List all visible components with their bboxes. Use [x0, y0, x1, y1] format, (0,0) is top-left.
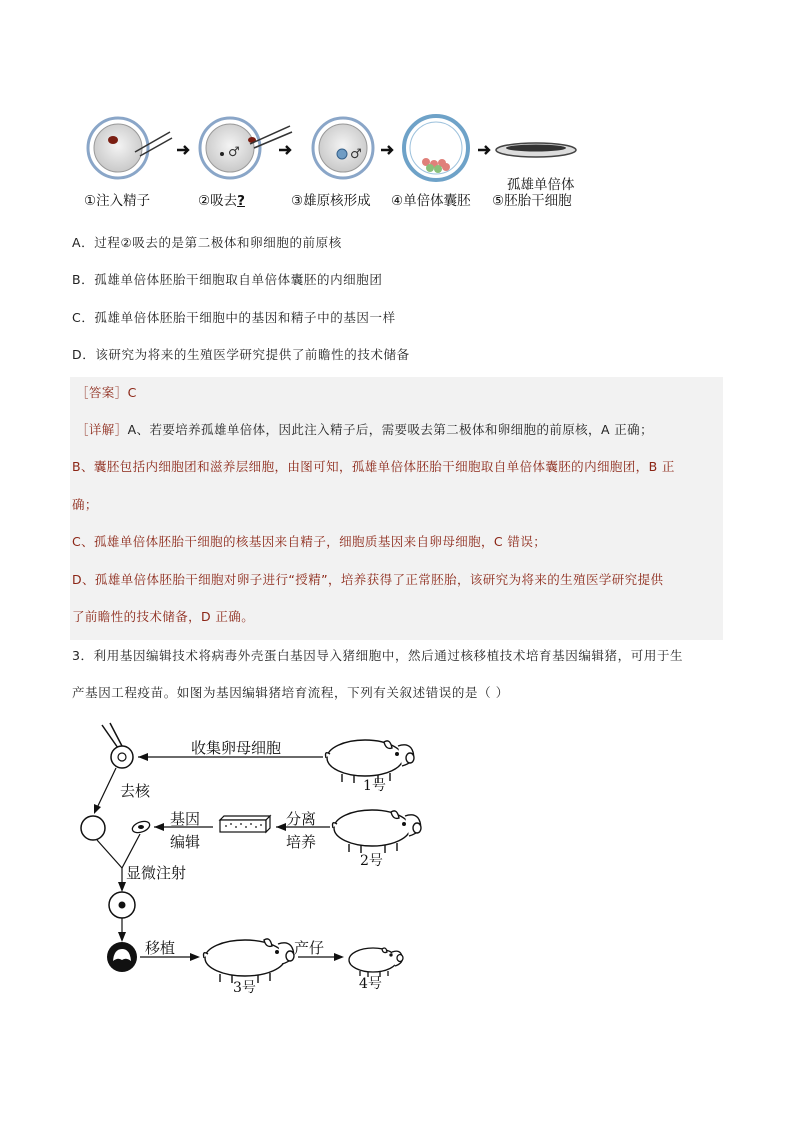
cell-culture-block-icon	[220, 816, 270, 832]
step3-caption: ③雄原核形成	[291, 193, 371, 209]
step4-caption: ④单倍体囊胚	[391, 193, 471, 209]
option-d: D．该研究为将来的生殖医学研究提供了前瞻性的技术储备	[72, 347, 410, 362]
answer-panel	[70, 377, 723, 640]
option-a: A．过程②吸去的是第二极体和卵细胞的前原核	[72, 235, 342, 250]
pig-breeding-diagram	[80, 720, 440, 1000]
edit-label: 编辑	[170, 833, 201, 851]
culture-label: 培养	[286, 833, 317, 851]
early-embryo-icon	[107, 942, 137, 972]
detail-text: A、若要培养孤雄单倍体，因此注入精子后，需要吸去第二极体和卵细胞的前原核，A 正确；	[127, 422, 653, 437]
answer-detail-line5: D、孤雄单倍体胚胎干细胞对卵子进行“授精”，培养获得了正常胚胎，该研究为将来的生殖医学研究提供	[72, 572, 664, 587]
answer-detail-line6: 了前瞻性的技术储备，D 正确。	[72, 609, 255, 624]
blastocyst-icon	[404, 116, 468, 180]
arrow-icon	[478, 146, 489, 154]
svg-text:♂: ♂	[350, 147, 362, 162]
detail-prefix: ［详解］	[76, 422, 128, 437]
egg-cell-3-icon	[313, 118, 373, 178]
step5-caption: ⑤胚胎干细胞	[492, 193, 572, 209]
culture-dish-icon	[496, 143, 576, 157]
question3-line1: 3．利用基因编辑技术将病毒外壳蛋白基因导入猪细胞中，然后通过核移植技术培育基因编辑猪，可用于生	[72, 648, 684, 663]
pig-1-number: 1号	[363, 778, 386, 794]
microinjection-label: 显微注射	[126, 864, 187, 882]
step2-label: ②吸去	[198, 193, 238, 209]
arrow-icon	[279, 146, 290, 154]
gene-editing-pig-figure	[80, 720, 440, 1000]
step5-caption-top: 孤雄单倍体	[507, 177, 575, 193]
enucleated-egg-icon	[81, 816, 105, 840]
egg-cell-2-icon	[200, 118, 292, 178]
answer-detail-line2: B、囊胚包括内细胞团和滋养层细胞，由图可知，孤雄单倍体胚胎干细胞取自单倍体囊胚的内细胞团，B 正	[72, 459, 675, 474]
svg-text:♂: ♂	[228, 145, 240, 160]
step2-caption	[198, 189, 245, 209]
transplant-label: 移植	[145, 939, 176, 957]
option-b: B．孤雄单倍体胚胎干细胞取自单倍体囊胚的内细胞团	[72, 272, 383, 287]
pig-2-number: 2号	[360, 853, 383, 869]
question3-line2: 产基因工程疫苗。如图为基因编辑猪培育流程，下列有关叙述错误的是（ ）	[72, 685, 509, 700]
donor-nucleus-icon	[131, 819, 151, 835]
answer-detail-line4: C、孤雄单倍体胚胎干细胞的核基因来自精子，细胞质基因来自卵母细胞，C 错误；	[72, 534, 547, 549]
pig-4-number: 4号	[359, 976, 382, 992]
answer-label: ［答案］C	[76, 385, 137, 400]
answer-detail-line3: 确；	[72, 497, 98, 512]
step2-suffix: ?	[237, 193, 245, 209]
arrow-icon	[177, 146, 188, 154]
answer-detail-line1	[76, 420, 653, 438]
birth-label: 产仔	[294, 939, 325, 957]
step1-caption: ①注入精子	[84, 193, 151, 209]
separate-label: 分离	[286, 810, 317, 828]
egg-cell-1-icon	[88, 118, 172, 178]
gene-label: 基因	[170, 810, 201, 828]
arrow-icon	[381, 146, 392, 154]
option-c: C．孤雄单倍体胚胎干细胞中的基因和精子中的基因一样	[72, 310, 396, 325]
pig-2-icon	[333, 810, 422, 853]
oocyte-pipette-icon	[102, 723, 133, 768]
collect-oocyte-label: 收集卵母细胞	[191, 739, 282, 757]
enucleate-label: 去核	[120, 782, 151, 800]
pig-3-number: 3号	[233, 980, 256, 996]
